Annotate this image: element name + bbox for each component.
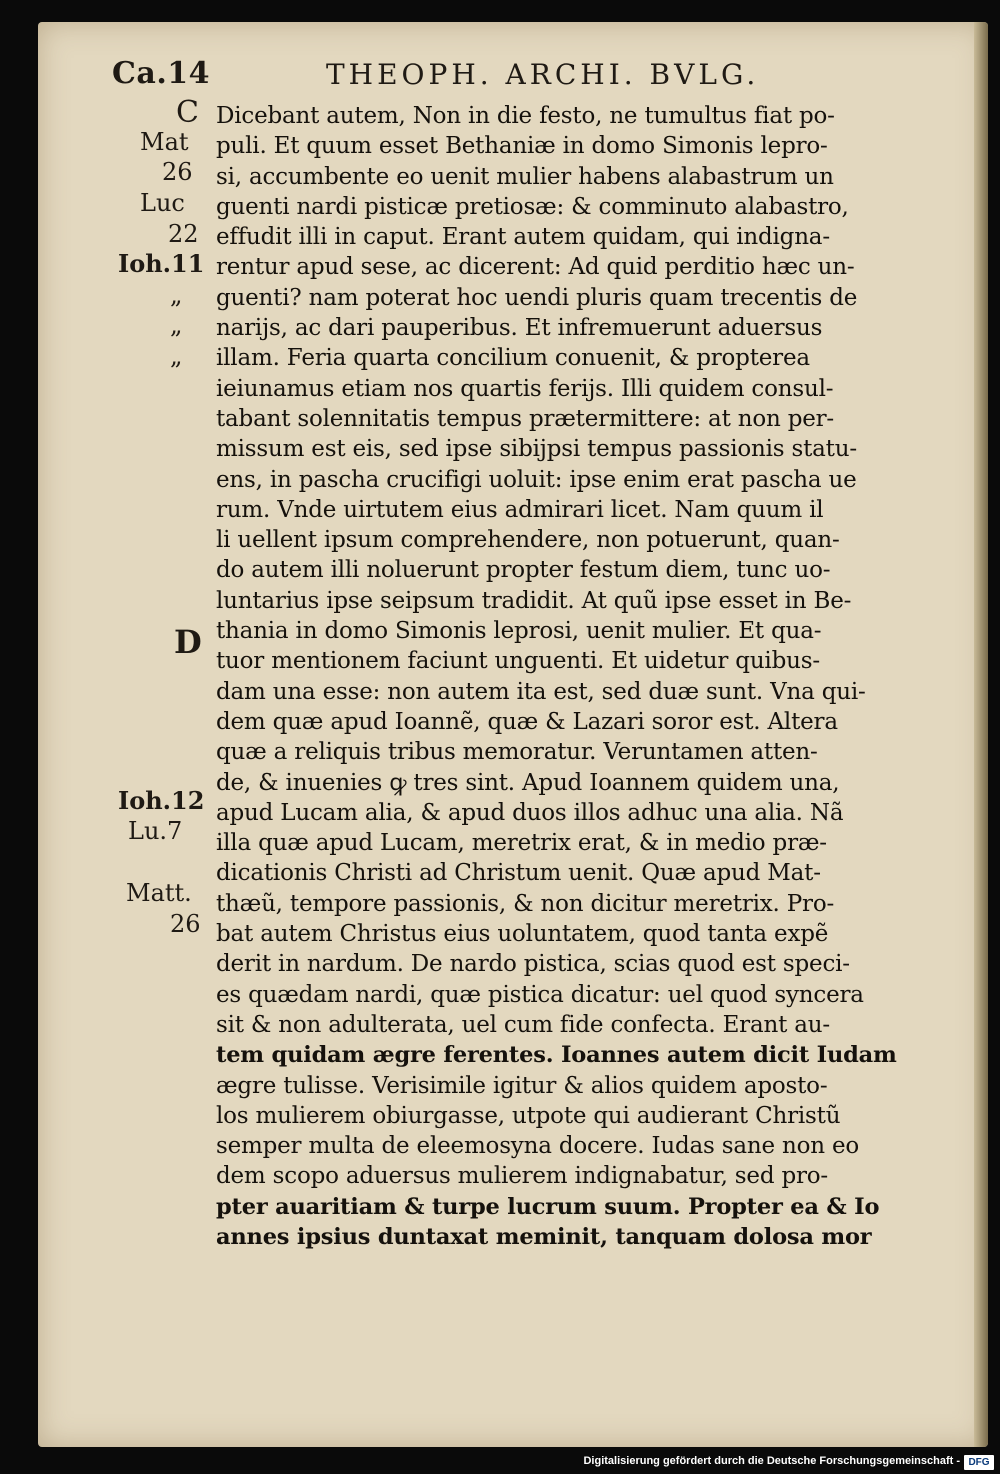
text-line: rum. Vnde uirtutem eius admirari licet. Nam quum il <box>216 496 824 523</box>
margin-reference: Mat <box>140 128 189 156</box>
text-line: tabant solennitatis tempus prætermittere: at non per- <box>216 405 835 432</box>
page-edge <box>974 22 988 1447</box>
margin-reference: Lu.7 <box>128 817 183 845</box>
digitization-footer <box>0 1452 1000 1474</box>
text-line: ieiunamus etiam nos quartis ferijs. Illi quidem consul- <box>216 375 834 402</box>
text-line: dicationis Christi ad Christum uenit. Quæ apud Mat- <box>216 860 821 887</box>
text-line: effudit illi in caput. Erant autem quidam, qui indigna- <box>216 224 830 251</box>
text-line: pter auaritiam & turpe lucrum suum. Propter ea & Io <box>216 1193 880 1220</box>
text-line: tem quidam ægre ferentes. Ioannes autem dicit Iudam <box>216 1042 897 1069</box>
text-line: thæũ, tempore passionis, & non dicitur meretrix. Pro- <box>216 890 835 917</box>
text-line: apud Lucam alia, & apud duos illos adhuc una alia. Nã <box>216 799 844 826</box>
margin-reference: Luc <box>140 189 185 217</box>
text-line: luntarius ipse seipsum tradidit. At quũ ipse esset in Be- <box>216 587 852 614</box>
text-line: ægre tulisse. Verisimile igitur & alios quidem aposto- <box>216 1072 828 1099</box>
margin-section-letter: D <box>174 623 202 661</box>
margin-reference: Ioh.12 <box>118 786 205 815</box>
text-line: thania in domo Simonis leprosi, uenit mulier. Et qua- <box>216 618 822 645</box>
margin-section-letter: C <box>176 95 199 130</box>
text-line: tuor mentionem faciunt unguenti. Et uidetur quibus- <box>216 648 820 675</box>
text-line: missum est eis, sed ipse sibijpsi tempus passionis statu- <box>216 436 857 463</box>
text-line: puli. Et quum esset Bethaniæ in domo Simonis lepro- <box>216 133 828 160</box>
margin-reference: 22 <box>168 220 199 248</box>
text-line: derit in nardum. De nardo pistica, scias quod est speci- <box>216 951 850 978</box>
margin-reference: Ioh.11 <box>118 249 205 278</box>
text-line: illa quæ apud Lucam, meretrix erat, & in medio præ- <box>216 830 827 857</box>
text-line: ens, in pascha crucifigi uoluit: ipse enim erat pascha ue <box>216 466 857 493</box>
text-line: do autem illi noluerunt propter festum diem, tunc uo- <box>216 557 831 584</box>
text-line: los mulierem obiurgasse, utpote qui audierant Christũ <box>216 1102 841 1129</box>
text-line: quæ a reliquis tribus memoratur. Veruntamen atten- <box>216 739 818 766</box>
text-line: guenti nardi pisticæ pretiosæ: & comminuto alabastro, <box>216 193 849 220</box>
text-line: Dicebant autem, Non in die festo, ne tumultus fiat po- <box>216 103 835 129</box>
margin-ditto-mark: „ <box>170 342 183 370</box>
funding-note: Digitalisierung gefördert durch die Deutsche Forschungsgemeinschaft - <box>583 1455 960 1467</box>
dfg-logo: DFG <box>964 1455 994 1470</box>
margin-reference: Matt. <box>126 879 192 907</box>
text-line: dem quæ apud Ioannẽ, quæ & Lazari soror est. Altera <box>216 708 838 735</box>
text-line: narijs, ac dari pauperibus. Et infremuerunt aduersus <box>216 315 823 342</box>
text-line: annes ipsius duntaxat meminit, tanquam dolosa mor <box>216 1223 872 1250</box>
chapter-reference: Ca.14 <box>112 56 211 91</box>
text-line: rentur apud sese, ac dicerent: Ad quid perditio hæc un- <box>216 254 855 281</box>
page-header <box>112 56 922 102</box>
text-line: es quædam nardi, quæ pistica dicatur: uel quod syncera <box>216 981 864 1008</box>
text-line: bat autem Christus eius uoluntatem, quod tanta expẽ <box>216 921 829 948</box>
text-line: dem scopo aduersus mulierem indignabatur, sed pro- <box>216 1163 828 1190</box>
text-line: de, & inuenies ꝙ tres sint. Apud Ioannem quidem una, <box>216 769 840 796</box>
text-line: li uellent ipsum comprehendere, non potuerunt, quan- <box>216 527 840 554</box>
text-line: si, accumbente eo uenit mulier habens alabastrum un <box>216 163 834 190</box>
text-line: dam una esse: non autem ita est, sed duæ sunt. Vna qui- <box>216 678 866 705</box>
text-line: semper multa de eleemosyna docere. Iudas sane non eo <box>216 1133 860 1160</box>
text-line: illam. Feria quarta concilium conuenit, & propterea <box>216 345 810 372</box>
body-text <box>216 101 926 1252</box>
margin-ditto-mark: „ <box>170 281 183 309</box>
text-line: guenti? nam poterat hoc uendi pluris quam trecentis de <box>216 284 858 311</box>
margin-reference: 26 <box>162 158 193 186</box>
margin-reference: 26 <box>170 910 201 938</box>
running-title: THEOPH. ARCHI. BVLG. <box>326 58 760 91</box>
margin-ditto-mark: „ <box>170 311 183 339</box>
text-line: sit & non adulterata, uel cum fide confecta. Erant au- <box>216 1011 830 1038</box>
